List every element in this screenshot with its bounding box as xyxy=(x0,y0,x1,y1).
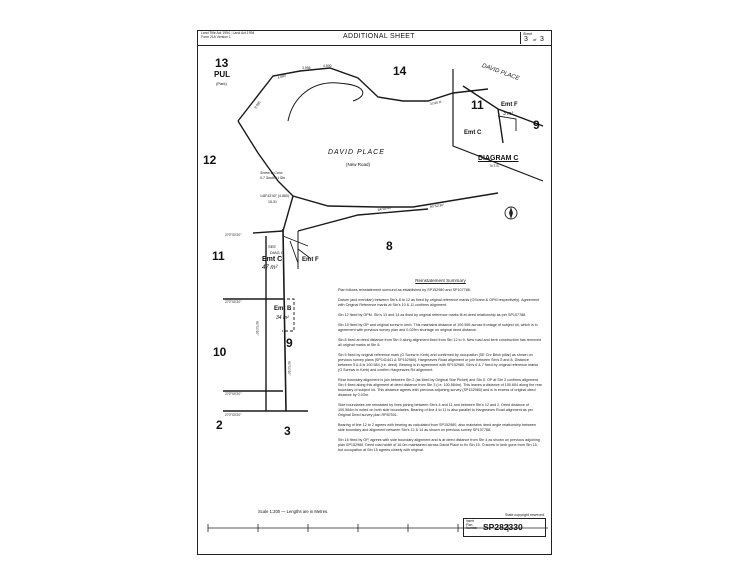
sheet-title: ADDITIONAL SHEET xyxy=(343,33,415,40)
distance-note: 15-31 xyxy=(268,200,277,204)
summary-para: Bearing of line 12 to 2 agrees with bearing as calculated from SP152980, also maintains deed angle relationship between side boundary and alignment between Stn's 12 & 14 as shown on previous survey SP107788. xyxy=(338,423,537,432)
summary-para: Datum (and meridian) between Stn's 8 to 12 as fixed by original reference marks (OScrew & OPM respectively). Agreement with Original Reference marks at Stn's 10 & 11 confirms alignment. xyxy=(338,298,540,307)
summary-para: Rear boundary alignment is join between Stn 2 (as fixed by Original Star Picket) and Stn 5. OP at Stn 3 confirms alignment. Stn 4 fixed along this alignment at deed distance from Stn 3 (i.e. 100.584m). This leaves a distance of 100.604 along the rear boundary of subject lot. This distance agrees with previous adjoining survey (SP152980) and is in excess of original deed distance by 0.03m. xyxy=(338,378,542,397)
road-south-boundary xyxy=(278,181,498,207)
diagram-c-title: DIAGRAM C xyxy=(478,155,519,162)
reinstatement-summary xyxy=(338,278,543,458)
easement-c-area: 47 m² xyxy=(262,265,278,271)
easement-b-area: 34 m² xyxy=(276,315,289,321)
summary-para: Stn 5 fixed by original reference mark (O Screw in Kerb) and confirmed by occupation (SE Cnr Brick pillar) as shown on previous survey plans (SP141441 & SP152980). Hargreaves Road alignment or join between Stn's 5 and 8. Distance between 5 & 8 is 100.584 (i.e. deed). Bearing is in agreement with SP152980. Stn's 6 & 7 fixed by original reference marks (O Screws in Kerb) and confirm Hargreaves Rd alignment. xyxy=(338,353,539,372)
road-name: DAVID PLACE xyxy=(328,149,385,156)
lot-11: 11 xyxy=(212,249,225,263)
svg-text:4.880: 4.880 xyxy=(277,73,287,80)
summary-para: Plan follows reinstatement surround as established by SP152980 and SP107788. xyxy=(338,288,471,292)
lot-9: 9 xyxy=(286,336,293,350)
lot-line-11-top xyxy=(253,231,283,233)
plan-number: SP282330 xyxy=(483,522,523,532)
svg-text:270°00'20": 270°00'20" xyxy=(225,300,242,304)
sheet-total: 3 xyxy=(540,36,544,43)
lot-8: 8 xyxy=(386,239,393,253)
summary-para: Side boundaries are reinstated by lines joining between Stn's 4 and 11 and between Stn's 12 and 2. Deed distance of 100.584m is noted on both side boundaries. Bearing of line 4 to 11 is also parallel to Hargreaves Road alignment as per Original Deed survey plan RP87501. xyxy=(338,403,534,417)
diagram-c-scale: N.T.S. xyxy=(490,164,500,168)
lot-3: 3 xyxy=(284,424,291,438)
diagram-lot-9: 9 xyxy=(533,118,540,132)
road-subtitle: (New Road) xyxy=(346,162,371,167)
road-inner-curve xyxy=(288,83,363,121)
svg-text:270°00'20": 270°00'20" xyxy=(225,413,242,417)
screw-note-2: 0.7 South Lt Stn xyxy=(260,176,286,180)
summary-heading: Reinstatement Summary xyxy=(415,278,466,283)
screw-note: Screw in Conc xyxy=(260,171,283,175)
summary-para: Stn 8 fixed at deed distance from Stn 9 along alignment fixed from Stn 12 to 9. New road and kerb construction has removed all original marks at Stn 8. xyxy=(338,338,542,347)
north-arrow-icon xyxy=(505,207,517,219)
see-diag-ref: SEE xyxy=(268,244,277,249)
svg-text:90°00'20": 90°00'20" xyxy=(255,321,259,336)
copyright-note: State copyright reserved. xyxy=(505,513,545,517)
summary-para: Stn 16 fixed by OP, agrees with side boundary alignment and is at deed distance from Stn 4 as shown on previous adjoining plan SP152980. Deed road width of 16.0m maintained across David Place to fix Stn 15. O.screw in kerb gone from Stn 15, but occupation at Stn 15 agrees closely with original. xyxy=(338,438,540,452)
sheet-number: 3 xyxy=(524,36,528,43)
easement-c-label: Emt C xyxy=(262,256,283,263)
svg-text:9.985: 9.985 xyxy=(253,100,262,110)
diagram-lot-11: 11 xyxy=(471,98,484,112)
sheet-number-box: Sheet 3 of 3 xyxy=(520,32,549,44)
svg-text:90°00'20": 90°00'20" xyxy=(287,361,291,376)
svg-text:270°00'20": 270°00'20" xyxy=(225,392,242,396)
lot-14: 14 xyxy=(393,64,407,78)
svg-text:3.016 R: 3.016 R xyxy=(429,99,442,106)
easement-f-label: Emt F xyxy=(302,257,319,263)
svg-text:90°52'30": 90°52'30" xyxy=(429,203,445,209)
diagram-emt-f-area: 3 m² xyxy=(503,111,513,117)
scale-label: Scale 1:200 — Lengths are in Metres. xyxy=(258,509,329,514)
bearing-note: 148°43'40" (4.880) xyxy=(260,194,289,198)
lot-13: 13 xyxy=(215,56,229,70)
easement-b-label: Emt B xyxy=(274,306,292,312)
svg-text:84°46'40": 84°46'40" xyxy=(377,205,393,212)
svg-text:4.500: 4.500 xyxy=(323,64,332,68)
act-reference: Land Title Act 1994 ; Land Act 1994 Form 21A Version 1 xyxy=(201,31,255,39)
summary-para: Stn 12 fixed by OPM. Stn's 13 and 14 as fixed by original reference marks fit at deed relationship as per SP107788. xyxy=(338,313,527,317)
diagram-emt-c: Emt C xyxy=(464,130,482,136)
summary-para: Stn 15 fixed by OP and original screw in kerb. This maintains distance of 100.555 across frontage of subject lot, which is in agreement with previous survey plan and 0.029m shortage on original deed distance. xyxy=(338,323,538,332)
lot-10: 10 xyxy=(213,345,227,359)
lot-2: 2 xyxy=(216,418,223,432)
survey-plan-sheet xyxy=(197,30,552,555)
svg-text:3.996: 3.996 xyxy=(302,66,311,70)
lot-13-park: (Park) xyxy=(216,81,227,86)
lot8-boundary xyxy=(298,209,428,231)
svg-text:270°00'20": 270°00'20" xyxy=(225,233,242,237)
diagram-road-name: DAVID PLACE xyxy=(480,63,520,83)
lot-13-pul: PUL xyxy=(214,70,230,79)
plan-number-box: Insert Plan Number SP282330 xyxy=(463,518,546,537)
lot-12: 12 xyxy=(203,153,217,167)
lot-line-12-11 xyxy=(283,196,293,231)
diagram-emt-f: Emt F xyxy=(501,102,518,108)
diag-c-ref: DIAG C xyxy=(270,250,284,255)
